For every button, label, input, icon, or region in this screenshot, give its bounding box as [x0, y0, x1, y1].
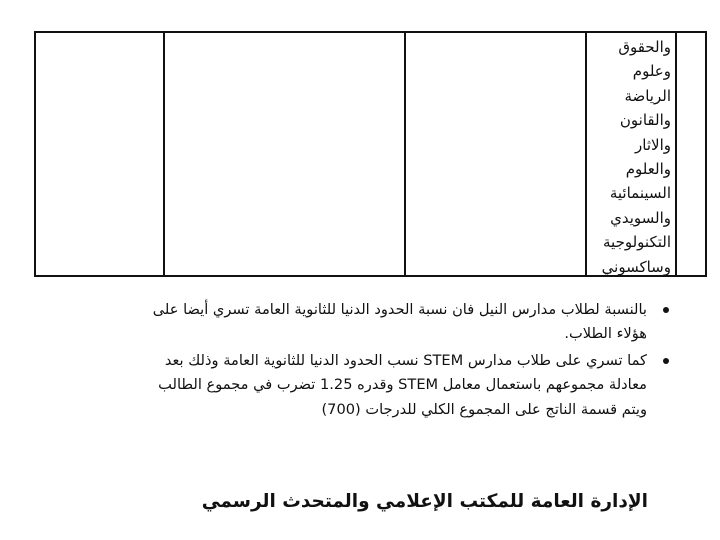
bullet-line: بالنسبة لطلاب مدارس النيل فان نسبة الحدود الدنيا للثانوية العامة تسري أيضا على — [152, 301, 647, 318]
bullet-dot-icon — [663, 307, 669, 313]
table-cell-line: الرياضة — [624, 86, 671, 105]
table-cell-line: والحقوق — [618, 38, 671, 56]
table-cell-line: وعلوم — [632, 62, 671, 81]
table-cell-line: وساكسوني — [601, 257, 671, 276]
table-cell-line: التكنولوجية — [603, 233, 671, 252]
table-column-divider — [675, 33, 677, 275]
section-heading: الإدارة العامة للمكتب الإعلامي والمتحدث الرسمي — [201, 491, 648, 512]
bullet-list — [78, 298, 673, 422]
table-cell-line: والاثار — [635, 135, 671, 154]
table-cell-line: السينمائية — [609, 184, 671, 203]
table-column-divider — [163, 33, 165, 275]
bullet-line: ويتم قسمة الناتج على المجموع الكلي للدرجات (700) — [321, 400, 647, 418]
bullet-item-nile-schools — [78, 298, 673, 347]
table-column-divider — [404, 33, 406, 275]
table-cell-line: والسويدي — [610, 208, 671, 227]
bullet-line: معادلة مجموعهم باستعمال معامل STEM وقدره 1.25 تضرب في مجموع الطالب — [158, 376, 647, 394]
table-cell-line: والقانون — [619, 111, 671, 130]
table-cell-line: والعلوم — [625, 160, 671, 179]
bullet-line: كما تسري على طلاب مدارس STEM نسب الحدود الدنيا للثانوية العامة وذلك بعد — [164, 351, 647, 369]
bullet-dot-icon — [663, 358, 669, 364]
data-table — [34, 31, 707, 277]
table-cell-faculties — [587, 35, 673, 275]
bullet-line: هؤلاء الطلاب. — [564, 325, 647, 343]
bullet-item-stem-schools — [78, 349, 673, 422]
